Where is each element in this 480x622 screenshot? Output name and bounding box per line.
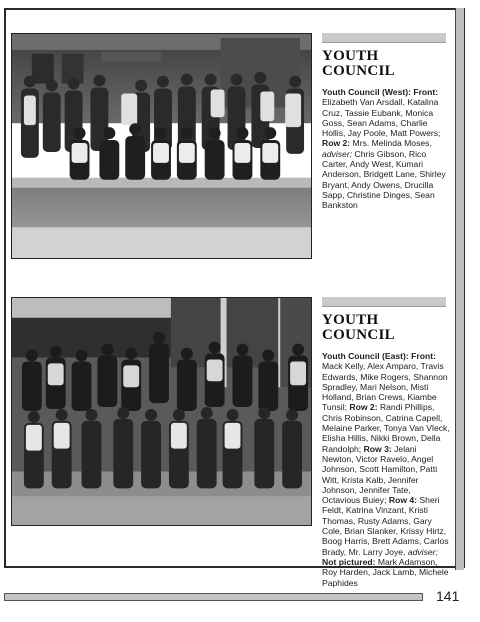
east-caption bbox=[322, 351, 450, 588]
caption-run: Not pictured: bbox=[322, 556, 376, 567]
caption-run: Row 3: bbox=[363, 443, 392, 454]
caption-run: Randi Phillips, Chris Robinson, Catrina Capell, Melaine Parker, Tonya Van Vleck, Elisha Hillis, Nikki Brown, Della Randolph; bbox=[322, 402, 450, 454]
caption-run: Sheri Feldt, Katrina Vinzant, Kristi Thomas, Rusty Adams, Gary Cole, Brian Slanker, Krissy Hirtz, Boog Harris, Brett Adams, Carlos Brady, Mr. Larry Joye, bbox=[322, 495, 449, 557]
page-number: 141 bbox=[436, 588, 460, 604]
west-title-line1: YOUTH bbox=[322, 48, 379, 64]
west-caption bbox=[322, 87, 450, 211]
caption-run: Chris Gibson, Rico Carter, Andy West, Kumari Anderson, Bridgett Lane, Shirley Bryant, Andy Owens, Drucilla Sapp, Christine Dinges, Sean Bankston bbox=[322, 148, 446, 211]
east-title-line2: COUNCIL bbox=[322, 327, 395, 343]
east-group-photo bbox=[11, 297, 312, 526]
caption-run: Jelani Newton, Victor Ravelo, Angel Johnson, Scott Hamilton, Patti Witt, Krista Kalb, Jennifer Johnson, Jennifer Tate, Octavious Buiey; bbox=[322, 443, 438, 506]
west-title-bar bbox=[322, 33, 446, 43]
west-title-line2: COUNCIL bbox=[322, 63, 395, 79]
caption-run: adviser; bbox=[322, 148, 353, 159]
east-section-title bbox=[322, 313, 452, 343]
west-group-photo bbox=[11, 33, 312, 259]
caption-run: Mark Adamson, Roy Harden, Jack Lamb, Michele Paphides bbox=[322, 556, 449, 588]
caption-run: Row 4: bbox=[388, 495, 418, 506]
caption-run: adviser; bbox=[407, 546, 438, 557]
east-caption-lead: Youth Council (East): Front: bbox=[322, 351, 436, 361]
caption-run: Mack Kelly, Alex Amparo, Travis Edwards, Mike Rogers, Shannon Spradley, Mari Nelson, Misti Holland, Brian Crews, Kiambe Tunsil; bbox=[322, 361, 448, 413]
bottom-rule bbox=[4, 593, 423, 601]
east-caption-block bbox=[322, 297, 452, 588]
east-title-bar bbox=[322, 297, 446, 307]
west-section-title bbox=[322, 49, 452, 79]
caption-run: Row 2: bbox=[349, 402, 378, 413]
caption-run: Mrs. Melinda Moses, bbox=[350, 138, 432, 149]
caption-run: Row 2: bbox=[322, 138, 351, 149]
east-title-line1: YOUTH bbox=[322, 312, 379, 328]
west-caption-block bbox=[322, 33, 452, 211]
west-caption-lead: Youth Council (West): Front: bbox=[322, 87, 439, 97]
caption-run: Elizabeth Van Arsdall, Katalina Cruz, Tassie Eubank, Monica Goss, Sean Adams, Charlie Hollis, Jay Poole, Matt Powers; bbox=[322, 97, 441, 139]
right-margin-rule bbox=[455, 8, 464, 570]
